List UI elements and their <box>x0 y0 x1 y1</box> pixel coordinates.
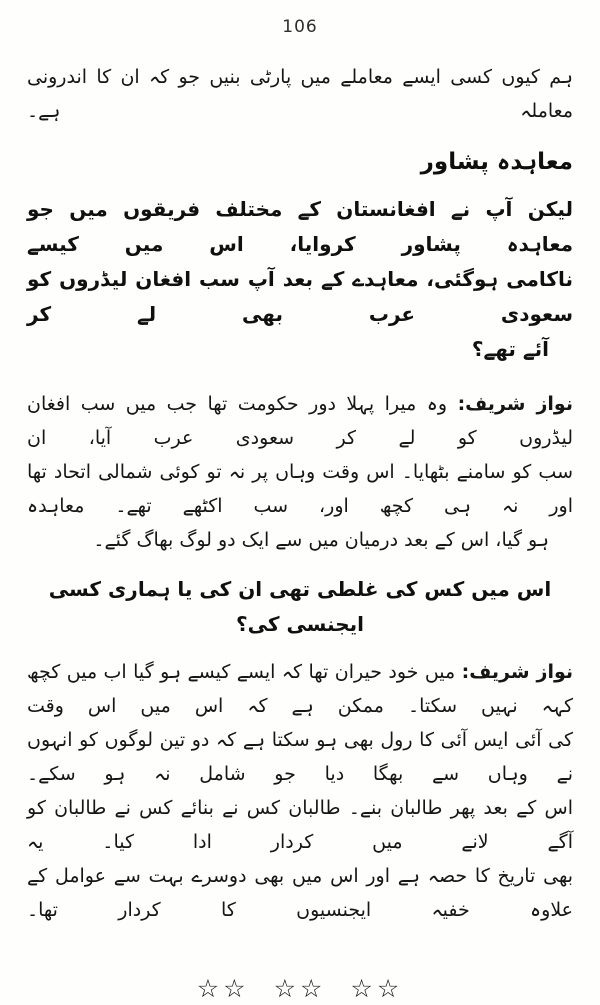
speaker-label: نواز شریف: <box>461 661 574 683</box>
page-content <box>27 55 573 1004</box>
question-line: ناکامی ہوگئی، معاہدے کے بعد آپ سب افغان لیڈروں کو سعودی عرب بھی لے کر <box>27 267 573 326</box>
answer-line: اس کے بعد پھر طالبان بنے۔ طالبان کس نے بنائے کس نے طالبان کو آگے لانے میں کردار ادا کیا۔ یہ <box>27 797 573 853</box>
answer-line <box>27 387 573 455</box>
answer-text: میں خود حیران تھا کہ ایسے کیسے ہو گیا اب میں کچھ کہہ نہیں سکتا۔ ممکن ہے کہ اس میں اس وقت <box>27 661 573 717</box>
intro-paragraph <box>27 60 573 128</box>
section-heading: معاہدہ پشاور <box>420 149 573 175</box>
question-paragraph-2 <box>27 572 573 642</box>
question-line: اس میں کس کی غلطی تھی ان کی یا ہماری کسی ایجنسی کی؟ <box>48 577 552 636</box>
star-group-icon: ☆☆ <box>196 974 250 1003</box>
question-line: آئے تھے؟ <box>471 337 549 361</box>
speaker-label: نواز شریف: <box>457 393 573 415</box>
answer-line: ہو گیا، اس کے بعد درمیان میں سے ایک دو لوگ بھاگ گئے۔ <box>93 529 549 551</box>
answer-text: وہ میرا پہلا دور حکومت تھا جب میں سب افغان لیڈروں کو لے کر سعودی عرب آیا، ان <box>27 393 573 449</box>
intro-line: ہم کیوں کسی ایسے معاملے میں پارٹی بنیں جو کہ ان کا اندرونی معاملہ ہے۔ <box>27 66 573 122</box>
answer-line: بھی تاریخ کا حصہ ہے اور اس میں بھی دوسرے بہت سے عوامل کے علاوہ خفیہ ایجنسیوں کا کردار تھا۔ <box>27 865 573 921</box>
star-group-icon: ☆☆ <box>273 974 327 1003</box>
answer-line: سب کو سامنے بٹھایا۔ اس وقت وہاں پر نہ تو کوئی شمالی اتحاد تھا اور نہ ہی کچھ اور، سب اکٹھے تھے۔ معاہدہ <box>27 461 573 517</box>
answer-paragraph-1 <box>27 387 573 557</box>
answer-paragraph-2 <box>27 655 573 927</box>
question-paragraph-1 <box>27 192 573 367</box>
star-group-icon: ☆☆ <box>350 974 404 1003</box>
question-line: لیکن آپ نے افغانستان کے مختلف فریقوں میں جو معاہدہ پشاور کروایا، اس میں کیسے <box>27 197 573 256</box>
answer-line <box>27 655 573 723</box>
answer-line: کی آئی ایس آئی کا رول بھی ہو سکتا ہے کہ دو تین لوگوں کو انہوں نے وہاں سے بھگا دیا جو شامل نہ ہو سکے۔ <box>27 729 573 785</box>
page-number: 106 <box>282 17 318 37</box>
section-divider-stars <box>27 974 573 1004</box>
